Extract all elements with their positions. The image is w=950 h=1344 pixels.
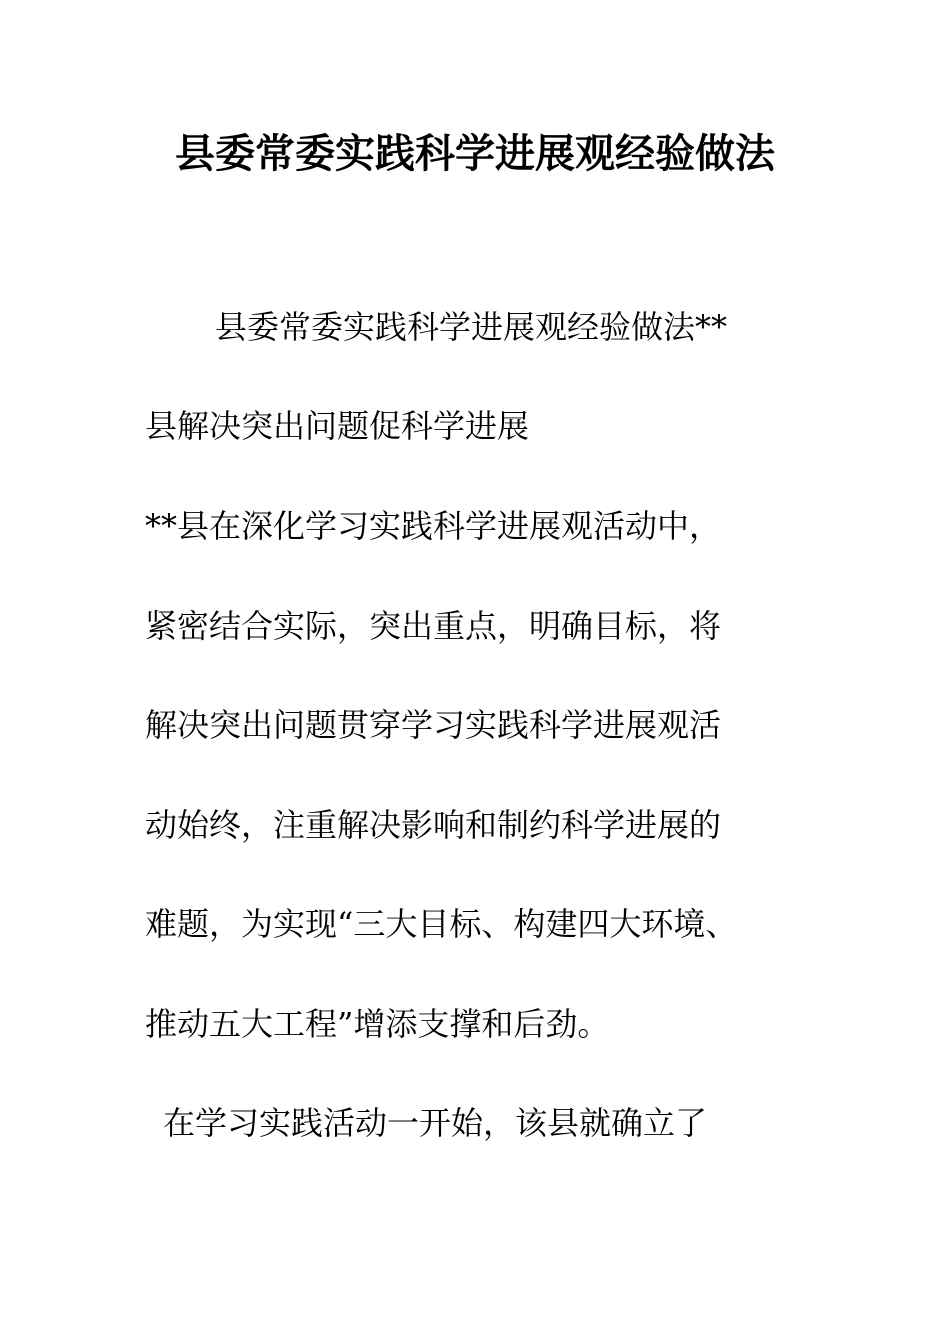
body-line-8: 推动五大工程”增添支撑和后劲。 <box>145 1005 610 1043</box>
body-line-5: 解决突出问题贯穿学习实践科学进展观活 <box>145 706 722 744</box>
body-line-2: 县解决突出问题促科学进展 <box>145 407 530 445</box>
body-line-3: **县在深化学习实践科学进展观活动中， <box>145 507 722 545</box>
body-line-7: 难题，为实现“三大目标、构建四大环境、 <box>145 905 738 943</box>
body-line-6: 动始终，注重解决影响和制约科学进展的 <box>145 806 722 844</box>
document-title: 县委常委实践科学进展观经验做法 <box>175 130 775 177</box>
body-line-4: 紧密结合实际，突出重点，明确目标，将 <box>145 607 722 645</box>
body-line-1: 县委常委实践科学进展观经验做法** <box>215 308 728 346</box>
body-line-9: 在学习实践活动一开始，该县就确立了 <box>163 1104 708 1142</box>
